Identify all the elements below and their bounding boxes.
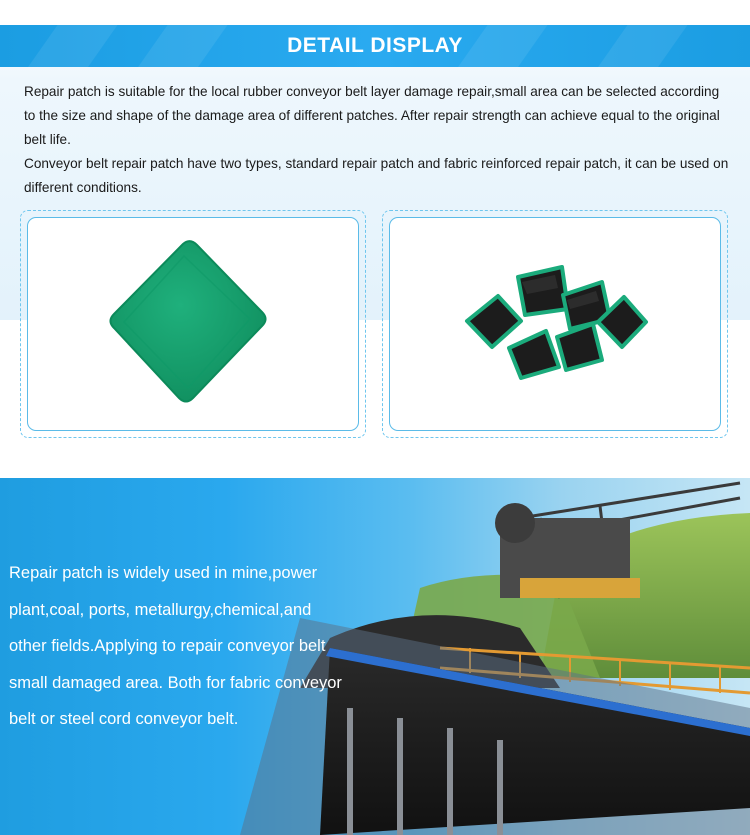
- intro-text: [24, 80, 734, 200]
- product-image-card: [20, 210, 366, 438]
- section-title: DETAIL DISPLAY: [287, 34, 463, 57]
- green-diamond-repair-patch-icon: [28, 218, 359, 431]
- usage-text: Repair patch is widely used in mine,power plant,coal, ports, metallurgy,chemical,and other fields.Applying to repair conveyor belt small damaged area. Both for fabric conveyor belt or steel cord conveyor belt.: [9, 564, 342, 728]
- product-image-card: [382, 210, 728, 438]
- section-header: [0, 25, 750, 67]
- intro-paragraph: Repair patch is suitable for the local rubber conveyor belt layer damage repair,small area can be selected according to the size and shape of the damage area of different patches. After repair strength can achieve equal to the original belt life.: [24, 84, 720, 147]
- black-green-repair-patches-icon: [390, 218, 721, 431]
- intro-paragraph: Conveyor belt repair patch have two types, standard repair patch and fabric reinforced repair patch, it can be used on different conditions.: [24, 156, 729, 195]
